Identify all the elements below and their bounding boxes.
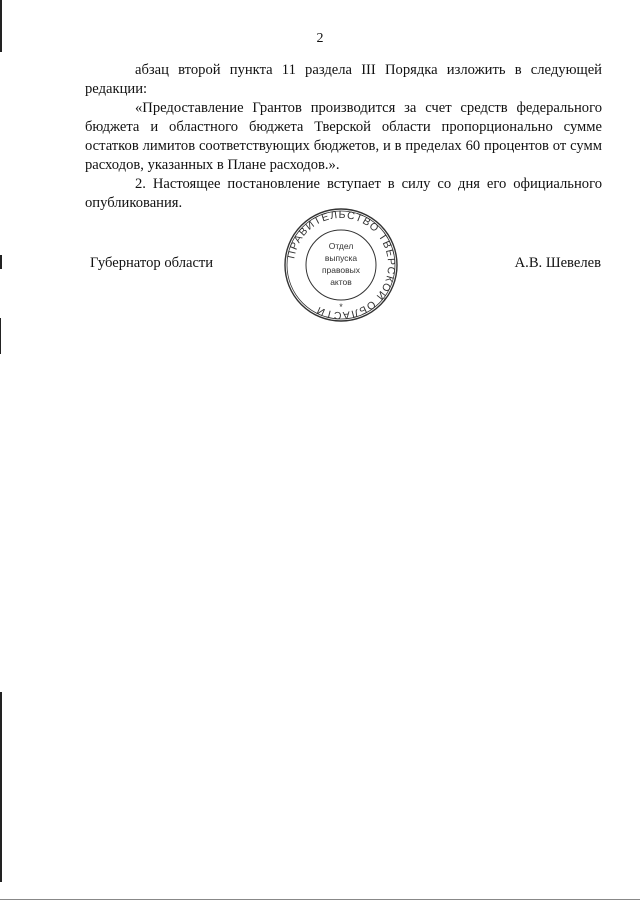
scan-edge-left-bottom — [0, 692, 2, 882]
stamp-line-3: правовых — [321, 265, 361, 275]
paragraph-3: 2. Настоящее постановление вступает в силу со дня его официального опубликования. — [85, 176, 602, 211]
stamp-ring-text: ПРАВИТЕЛЬСТВО ТВЕРСКОЙ ОБЛАСТИ — [285, 208, 398, 322]
stamp-star: * — [339, 302, 343, 312]
signatory-title: Губернатор области — [90, 255, 214, 271]
scan-edge-bottom — [0, 899, 640, 900]
scan-edge-left-mid — [0, 255, 2, 269]
scan-edge-left-top — [0, 0, 2, 52]
stamp-line-4: актов — [330, 277, 352, 287]
signatory-name: А.В. Шевелев — [514, 255, 601, 271]
official-stamp — [283, 207, 399, 323]
paragraph-2: «Предоставление Грантов производится за счет средств федерального бюджета и областного бюджета Тверской области пропорционально сумме остатков лимитов соответствующих бюджетов, и в пределах 60 процентов от сумм расходов, указанных в Плане расходов.». — [85, 100, 602, 173]
stamp-line-2: выпуска — [324, 253, 358, 263]
paragraph-1: абзац второй пункта 11 раздела III Порядка изложить в следующей редакции: — [85, 62, 602, 97]
paragraph-1-first-line — [85, 61, 602, 99]
scan-edge-left-lower — [0, 318, 1, 354]
stamp-line-1: Отдел — [328, 241, 354, 251]
document-body — [85, 61, 602, 213]
page-number: 2 — [316, 31, 324, 46]
